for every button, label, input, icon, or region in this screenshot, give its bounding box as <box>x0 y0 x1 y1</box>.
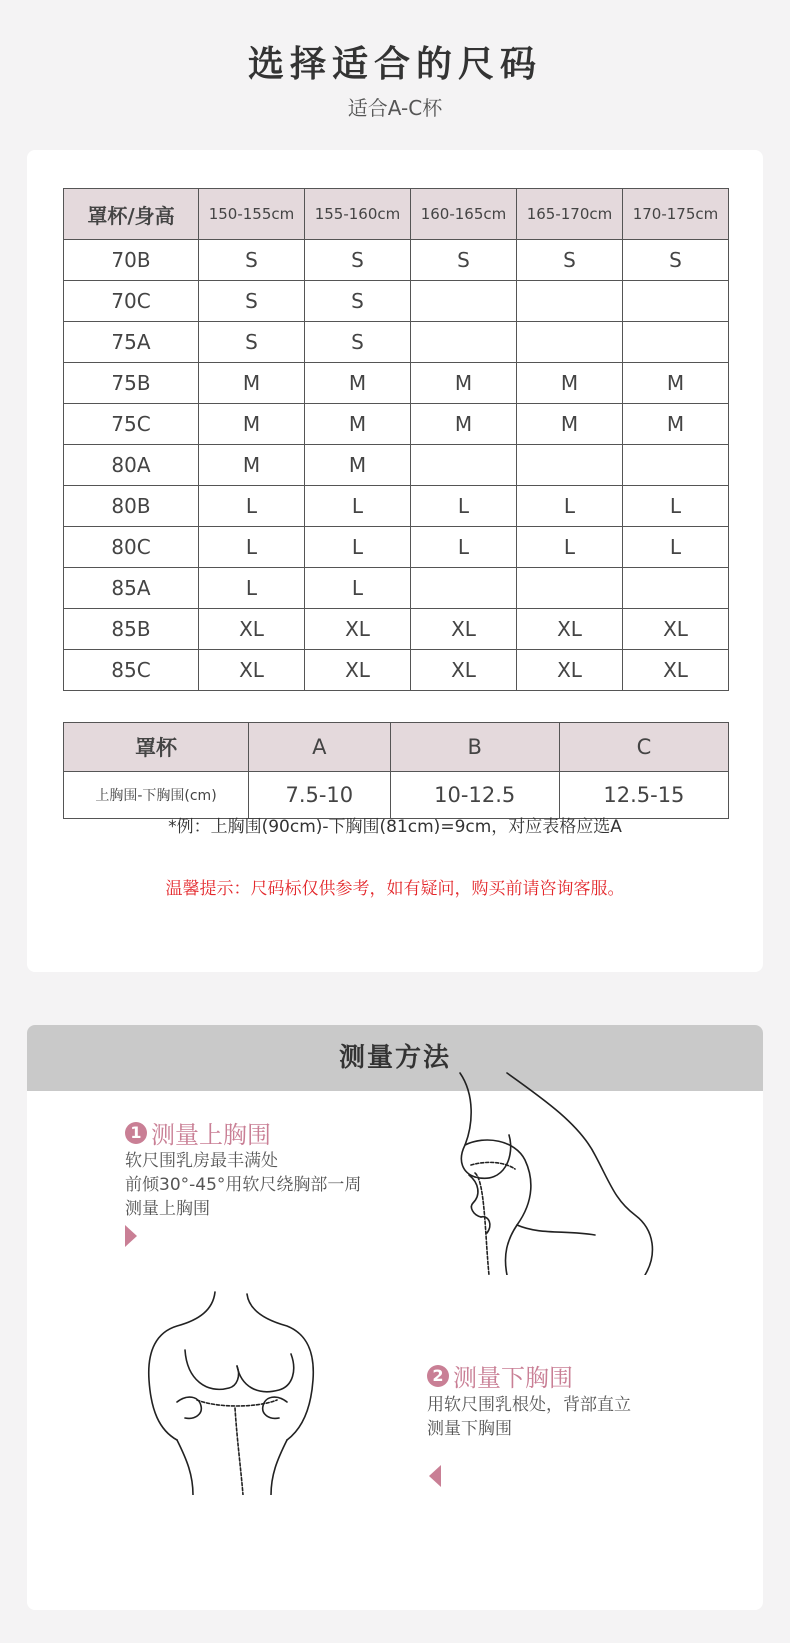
cup-row-label: 上胸围-下胸围(cm) <box>64 772 249 819</box>
cup-size-cell: 75C <box>64 404 199 445</box>
step2-description <box>427 1393 631 1441</box>
size-cell: L <box>517 527 623 568</box>
height-column-header: 170-175cm <box>623 189 729 240</box>
size-cell <box>623 445 729 486</box>
step2-line: 用软尺围乳根处，背部直立 <box>427 1395 631 1415</box>
cup-size-cell: 70C <box>64 281 199 322</box>
step1-title <box>125 1115 271 1150</box>
size-cell: M <box>517 404 623 445</box>
size-cell <box>411 322 517 363</box>
size-cell: L <box>517 486 623 527</box>
size-cell: S <box>623 240 729 281</box>
cup-size-cell: 75A <box>64 322 199 363</box>
height-column-header: 155-160cm <box>305 189 411 240</box>
size-cell: XL <box>517 609 623 650</box>
size-cell: L <box>305 568 411 609</box>
under-bust-illustration-icon <box>137 1290 337 1495</box>
size-cell: XL <box>305 609 411 650</box>
step2-number-icon: 2 <box>427 1365 449 1387</box>
size-cell: L <box>199 527 305 568</box>
table-row <box>64 363 729 404</box>
size-cell: XL <box>199 609 305 650</box>
height-column-header: 160-165cm <box>411 189 517 240</box>
size-table-header <box>64 189 729 240</box>
size-table-corner: 罩杯/身高 <box>64 189 199 240</box>
table-row <box>64 486 729 527</box>
size-cell: XL <box>517 650 623 691</box>
size-cell: L <box>305 527 411 568</box>
step2-title-text: 测量下胸围 <box>453 1364 573 1392</box>
size-cell <box>517 445 623 486</box>
size-cell: S <box>199 322 305 363</box>
method-header: 测量方法 <box>27 1025 763 1091</box>
size-cell: XL <box>199 650 305 691</box>
size-cell <box>623 322 729 363</box>
cup-size-cell: 75B <box>64 363 199 404</box>
size-cell: L <box>199 568 305 609</box>
upper-bust-illustration-icon <box>445 1065 675 1275</box>
example-text: *例：上胸围(90cm)-下胸围(81cm)=9cm，对应表格应选A <box>168 817 622 837</box>
size-cell: XL <box>623 609 729 650</box>
size-cell: M <box>517 363 623 404</box>
size-cell: S <box>305 322 411 363</box>
size-cell: M <box>411 404 517 445</box>
cup-range: 10-12.5 <box>390 772 559 819</box>
cup-size-cell: 85C <box>64 650 199 691</box>
table-row <box>64 240 729 281</box>
size-cell <box>623 568 729 609</box>
height-column-header: 150-155cm <box>199 189 305 240</box>
height-column-header: 165-170cm <box>517 189 623 240</box>
size-table-body <box>64 240 729 691</box>
cup-size-cell: 85B <box>64 609 199 650</box>
size-cell: M <box>305 404 411 445</box>
cup-size-cell: 80B <box>64 486 199 527</box>
step1-description <box>125 1149 361 1221</box>
size-cell: M <box>199 363 305 404</box>
size-cell: S <box>411 240 517 281</box>
cup-header: B <box>390 723 559 772</box>
step2-line: 测量下胸围 <box>427 1419 512 1439</box>
step2-title <box>427 1358 573 1393</box>
size-cell: S <box>199 240 305 281</box>
size-cell: XL <box>305 650 411 691</box>
size-cell: M <box>411 363 517 404</box>
table-row <box>64 650 729 691</box>
cup-range: 7.5-10 <box>249 772 391 819</box>
size-cell <box>517 281 623 322</box>
size-cell: L <box>305 486 411 527</box>
table-row <box>64 527 729 568</box>
tip-text: 温馨提示：尺码标仅供参考，如有疑问，购买前请咨询客服。 <box>165 879 625 899</box>
size-cell: S <box>305 281 411 322</box>
size-cell: XL <box>411 609 517 650</box>
size-cell: L <box>199 486 305 527</box>
table-row <box>64 445 729 486</box>
size-cell: M <box>199 404 305 445</box>
page-subtitle: 适合A-C杯 <box>347 96 443 120</box>
cup-size-cell: 70B <box>64 240 199 281</box>
cup-header-label: 罩杯 <box>64 723 249 772</box>
step1-title-text: 测量上胸围 <box>151 1121 271 1149</box>
table-row <box>64 404 729 445</box>
size-chart-card <box>27 150 763 972</box>
arrow-left-icon <box>429 1465 441 1487</box>
size-cell: M <box>305 445 411 486</box>
size-cell: L <box>411 486 517 527</box>
cup-size-cell: 80C <box>64 527 199 568</box>
size-cell <box>411 568 517 609</box>
cup-table <box>63 722 729 819</box>
step1-number-icon: 1 <box>125 1122 147 1144</box>
size-cell <box>411 281 517 322</box>
size-cell: L <box>623 527 729 568</box>
table-row <box>64 568 729 609</box>
cup-range: 12.5-15 <box>559 772 728 819</box>
size-cell: M <box>305 363 411 404</box>
size-cell: L <box>623 486 729 527</box>
cup-header: C <box>559 723 728 772</box>
cup-size-cell: 80A <box>64 445 199 486</box>
table-row <box>64 322 729 363</box>
step1-line: 测量上胸围 <box>125 1199 210 1219</box>
size-cell <box>517 568 623 609</box>
page-title: 选择适合的尺码 <box>247 44 542 85</box>
cup-table-header <box>64 723 729 772</box>
step1-line: 软尺围乳房最丰满处 <box>125 1151 278 1171</box>
table-row <box>64 609 729 650</box>
size-cell: XL <box>411 650 517 691</box>
cup-size-cell: 85A <box>64 568 199 609</box>
cup-header: A <box>249 723 391 772</box>
size-cell: M <box>623 404 729 445</box>
size-cell: S <box>305 240 411 281</box>
size-table <box>63 188 729 691</box>
size-cell: L <box>411 527 517 568</box>
size-cell <box>517 322 623 363</box>
size-cell: S <box>517 240 623 281</box>
size-cell <box>411 445 517 486</box>
size-cell: S <box>199 281 305 322</box>
size-cell: M <box>199 445 305 486</box>
measure-method-card <box>27 1025 763 1610</box>
step1-line: 前倾30°-45°用软尺绕胸部一周 <box>125 1175 362 1195</box>
table-row <box>64 281 729 322</box>
arrow-right-icon <box>125 1225 137 1247</box>
size-cell: XL <box>623 650 729 691</box>
size-cell: M <box>623 363 729 404</box>
size-cell <box>623 281 729 322</box>
